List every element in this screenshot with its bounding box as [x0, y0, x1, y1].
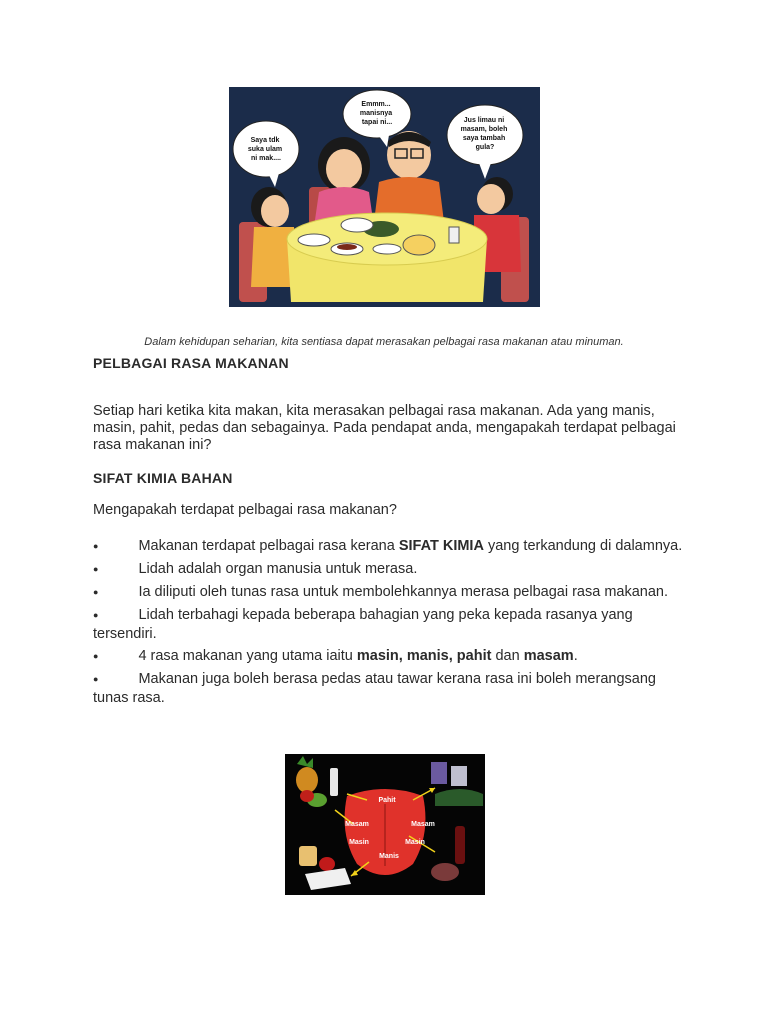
- list-item: ● Lidah terbahagi kepada beberapa bahagian yang peka kepada rasanya yang tersendiri.: [93, 607, 633, 642]
- bubble2-line2: manisnya: [359, 110, 393, 117]
- family-dinner-illustration: [229, 87, 540, 307]
- bubble3-line2: masam, boleh: [460, 126, 508, 133]
- bullet-icon: ●: [93, 587, 99, 597]
- list-item: ● Makanan juga boleh berasa pedas atau tawar kerana rasa ini boleh merangsang tunas rasa.: [93, 671, 656, 706]
- label-masam-right: Masam: [411, 821, 435, 828]
- bubble1-line2: suka ulam: [247, 146, 283, 153]
- bubble2-line1: Emmm...: [361, 101, 391, 108]
- list-item: ● Lidah adalah organ manusia untuk merasa.: [93, 561, 418, 577]
- list-item: ● Makanan terdapat pelbagai rasa kerana SIFAT KIMIA yang terkandung di dalamnya.: [93, 538, 683, 554]
- tongue-taste-diagram: [285, 754, 485, 895]
- label-manis: Manis: [379, 853, 399, 860]
- bubble3-line4: gula?: [475, 144, 495, 151]
- list-item: ● Ia diliputi oleh tunas rasa untuk membolehkannya merasa pelbagai rasa makanan.: [93, 584, 669, 600]
- svg-text:Emmm... manisnya t: [360, 101, 394, 126]
- bullet-icon: ●: [93, 674, 99, 684]
- label-pahit: Pahit: [378, 797, 396, 804]
- bullet-icon: ●: [93, 541, 99, 551]
- label-masam-left: Masam: [345, 821, 369, 828]
- question-text: Mengapakah terdapat pelbagai rasa makanan?: [93, 502, 397, 518]
- bubble1-line1: Saya tdk: [250, 137, 280, 144]
- list-item: ● 4 rasa makanan yang utama iaitu masin, manis, pahit dan masam.: [93, 648, 578, 664]
- bubble3-line1: Jus limau ni: [463, 117, 505, 124]
- bubble1-line3: ni mak....: [251, 155, 281, 162]
- bullet-icon: ●: [93, 610, 99, 620]
- bubble3-line3: saya tambah: [462, 135, 506, 142]
- taste-facts-list: [93, 537, 683, 711]
- svg-text:Saya tdk suka ulam: [248, 137, 284, 162]
- heading-pelbagai-rasa: PELBAGAI RASA MAKANAN: [93, 355, 289, 371]
- label-masin-left: Masin: [349, 839, 369, 846]
- bubble2-line3: tapai ni...: [361, 119, 393, 126]
- intro-paragraph: Setiap hari ketika kita makan, kita merasakan pelbagai rasa makanan. Ada yang manis, masin, pahit, pedas dan sebagainya. Pada pendapat anda, mengapakah terdapat pelbagai rasa makanan ini?: [93, 403, 676, 453]
- label-masin-right: Masin: [405, 839, 425, 846]
- bullet-icon: ●: [93, 651, 99, 661]
- figure-caption: Dalam kehidupan seharian, kita sentiasa dapat merasakan pelbagai rasa makanan atau minuman.: [144, 336, 624, 348]
- bullet-icon: ●: [93, 564, 99, 574]
- heading-sifat-kimia: SIFAT KIMIA BAHAN: [93, 470, 233, 486]
